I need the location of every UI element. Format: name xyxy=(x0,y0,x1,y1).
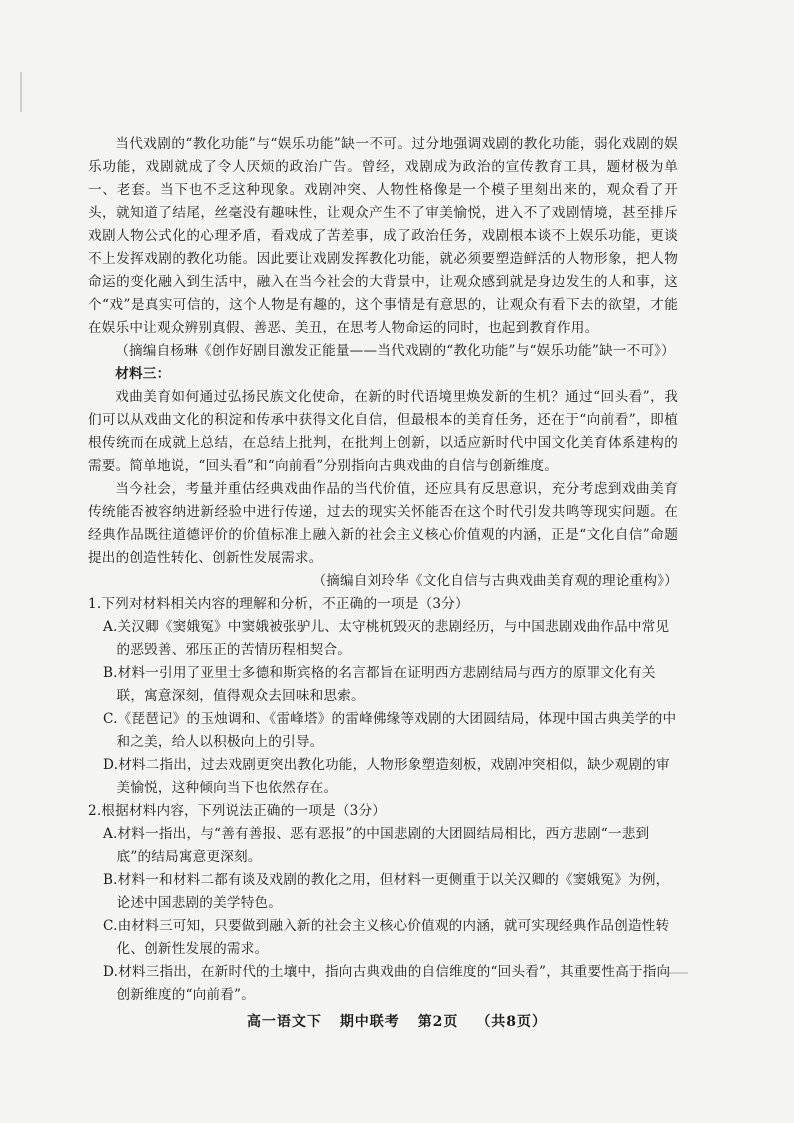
scan-edge-mark-top xyxy=(20,72,22,112)
question-2-option-c: C.由材料三可知，只要做到融入新的社会主义核心价值观的内涵，就可实现经典作品创造性转化、创新性发展的需求。 xyxy=(102,918,670,957)
question-2 xyxy=(88,800,678,1007)
question-1-option-d: D.材料二指出，过去戏剧更突出教化功能，人物形象塑造刻板，戏剧冲突相似，缺少观剧的审美愉悦，这种倾向当下也依然存在。 xyxy=(102,757,670,796)
question-2-option-a: A.材料一指出，与“善有善报、恶有恶报”的中国悲剧的大团圆结局相比，西方悲剧“一悲到底”的结局寓意更深刻。 xyxy=(102,826,650,865)
passage-paragraph-3: 当今社会，考量并重估经典戏曲作品的当代价值，还应具有反思意识，充分考虑到戏曲美育传统能否被容纳进新经验中进行传递，过去的现实关怀能否在这个时代引发共鸣等现实问题。在经典作品既往道德评价的价值标准上融入新的社会主义核心价值观的内涵，正是“文化自信”命题提出的创造性转化、创新性发展需求。 xyxy=(88,481,678,566)
footer-total: （共8页） xyxy=(476,1014,548,1030)
question-2-option-d: D.材料三指出，在新时代的土壤中，指向古典戏曲的自信维度的“回头看”，其重要性高于指向创新维度的“向前看”。 xyxy=(102,964,671,1003)
question-1 xyxy=(88,593,678,800)
page-footer xyxy=(0,1011,794,1031)
passage-source-2: （摘编自刘玲华《文化自信与古典戏曲美育观的理论重构》） xyxy=(312,573,678,589)
passage-paragraph-1: 当代戏剧的“教化功能”与“娱乐功能”缺一不可。过分地强调戏剧的教化功能，弱化戏剧的娱乐功能，戏剧就成了令人厌烦的政治广告。曾经，戏剧成为政治的宣传教育工具，题材极为单一、老套。当下也不乏这种现象。戏剧冲突、人物性格像是一个模子里刻出来的，观众看了开头，就知道了结尾，丝毫没有趣味性，让观众产生不了审美愉悦，进入不了戏剧情境，甚至排斥戏剧人物公式化的心理矛盾，看戏成了苦差事，成了政治任务，戏剧根本谈不上娱乐功能，更谈不上发挥戏剧的教化功能。因此要让戏剧发挥教化功能，就必须要塑造鲜活的人物形象，把人物命运的变化融入到生活中，融入在当今社会的大背景中，让观众感到就是身边发生的人和事，这个“戏”是真实可信的，这个人物是有趣的，这个事情是有意思的，让观众有看下去的欲望，才能在娱乐中让观众辨别真假、善恶、美丑，在思考人物命运的同时，也起到教育作用。 xyxy=(88,136,678,336)
material-3-heading: 材料三： xyxy=(115,366,171,382)
passage-source-1: （摘编自杨琳《创作好剧目激发正能量——当代戏剧的“教化功能”与“娱乐功能”缺一不可》） xyxy=(115,343,675,359)
page-body xyxy=(88,133,678,1007)
passage-paragraph-2: 戏曲美育如何通过弘扬民族文化使命，在新的时代语境里焕发新的生机？通过“回头看”，我们可以从戏曲文化的积淀和传承中获得文化自信，但最根本的美育任务，还在于“向前看”，即植根传统而在成就上总结，在总结上批判，在批判上创新，以适应新时代中国文化美育体系建构的需要。简单地说，“回头看”和“向前看”分别指向古典戏曲的自信与创新维度。 xyxy=(88,389,678,474)
scan-edge-mark-bottom xyxy=(660,972,688,974)
question-1-stem: 1.下列对材料相关内容的理解和分析，不正确的一项是（3分） xyxy=(88,596,469,612)
question-1-option-a: A.关汉卿《窦娥冤》中窦娥被张驴儿、太守桃杌毁灭的悲剧经历，与中国悲剧戏曲作品中常见的恶毁善、邪压正的苦情历程相契合。 xyxy=(102,619,670,658)
footer-page: 第2页 xyxy=(417,1014,459,1030)
footer-exam: 期中联考 xyxy=(339,1014,400,1030)
question-1-option-c: C.《琵琶记》的玉烛调和、《雷峰塔》的雷峰佛缘等戏剧的大团圆结局，体现中国古典美学的中和之美，给人以积极向上的引导。 xyxy=(102,711,677,750)
question-2-stem: 2.根据材料内容，下列说法正确的一项是（3分） xyxy=(88,803,387,819)
question-1-option-b: B.材料一引用了亚里士多德和斯宾格的名言都旨在证明西方悲剧结局与西方的原罪文化有关联，寓意深刻，值得观众去回味和思索。 xyxy=(102,665,656,704)
footer-course: 高一语文下 xyxy=(246,1014,322,1030)
question-2-option-b: B.材料一和材料二都有谈及戏剧的教化之用，但材料一更侧重于以关汉卿的《窦娥冤》为例，论述中国悲剧的美学特色。 xyxy=(102,872,670,911)
